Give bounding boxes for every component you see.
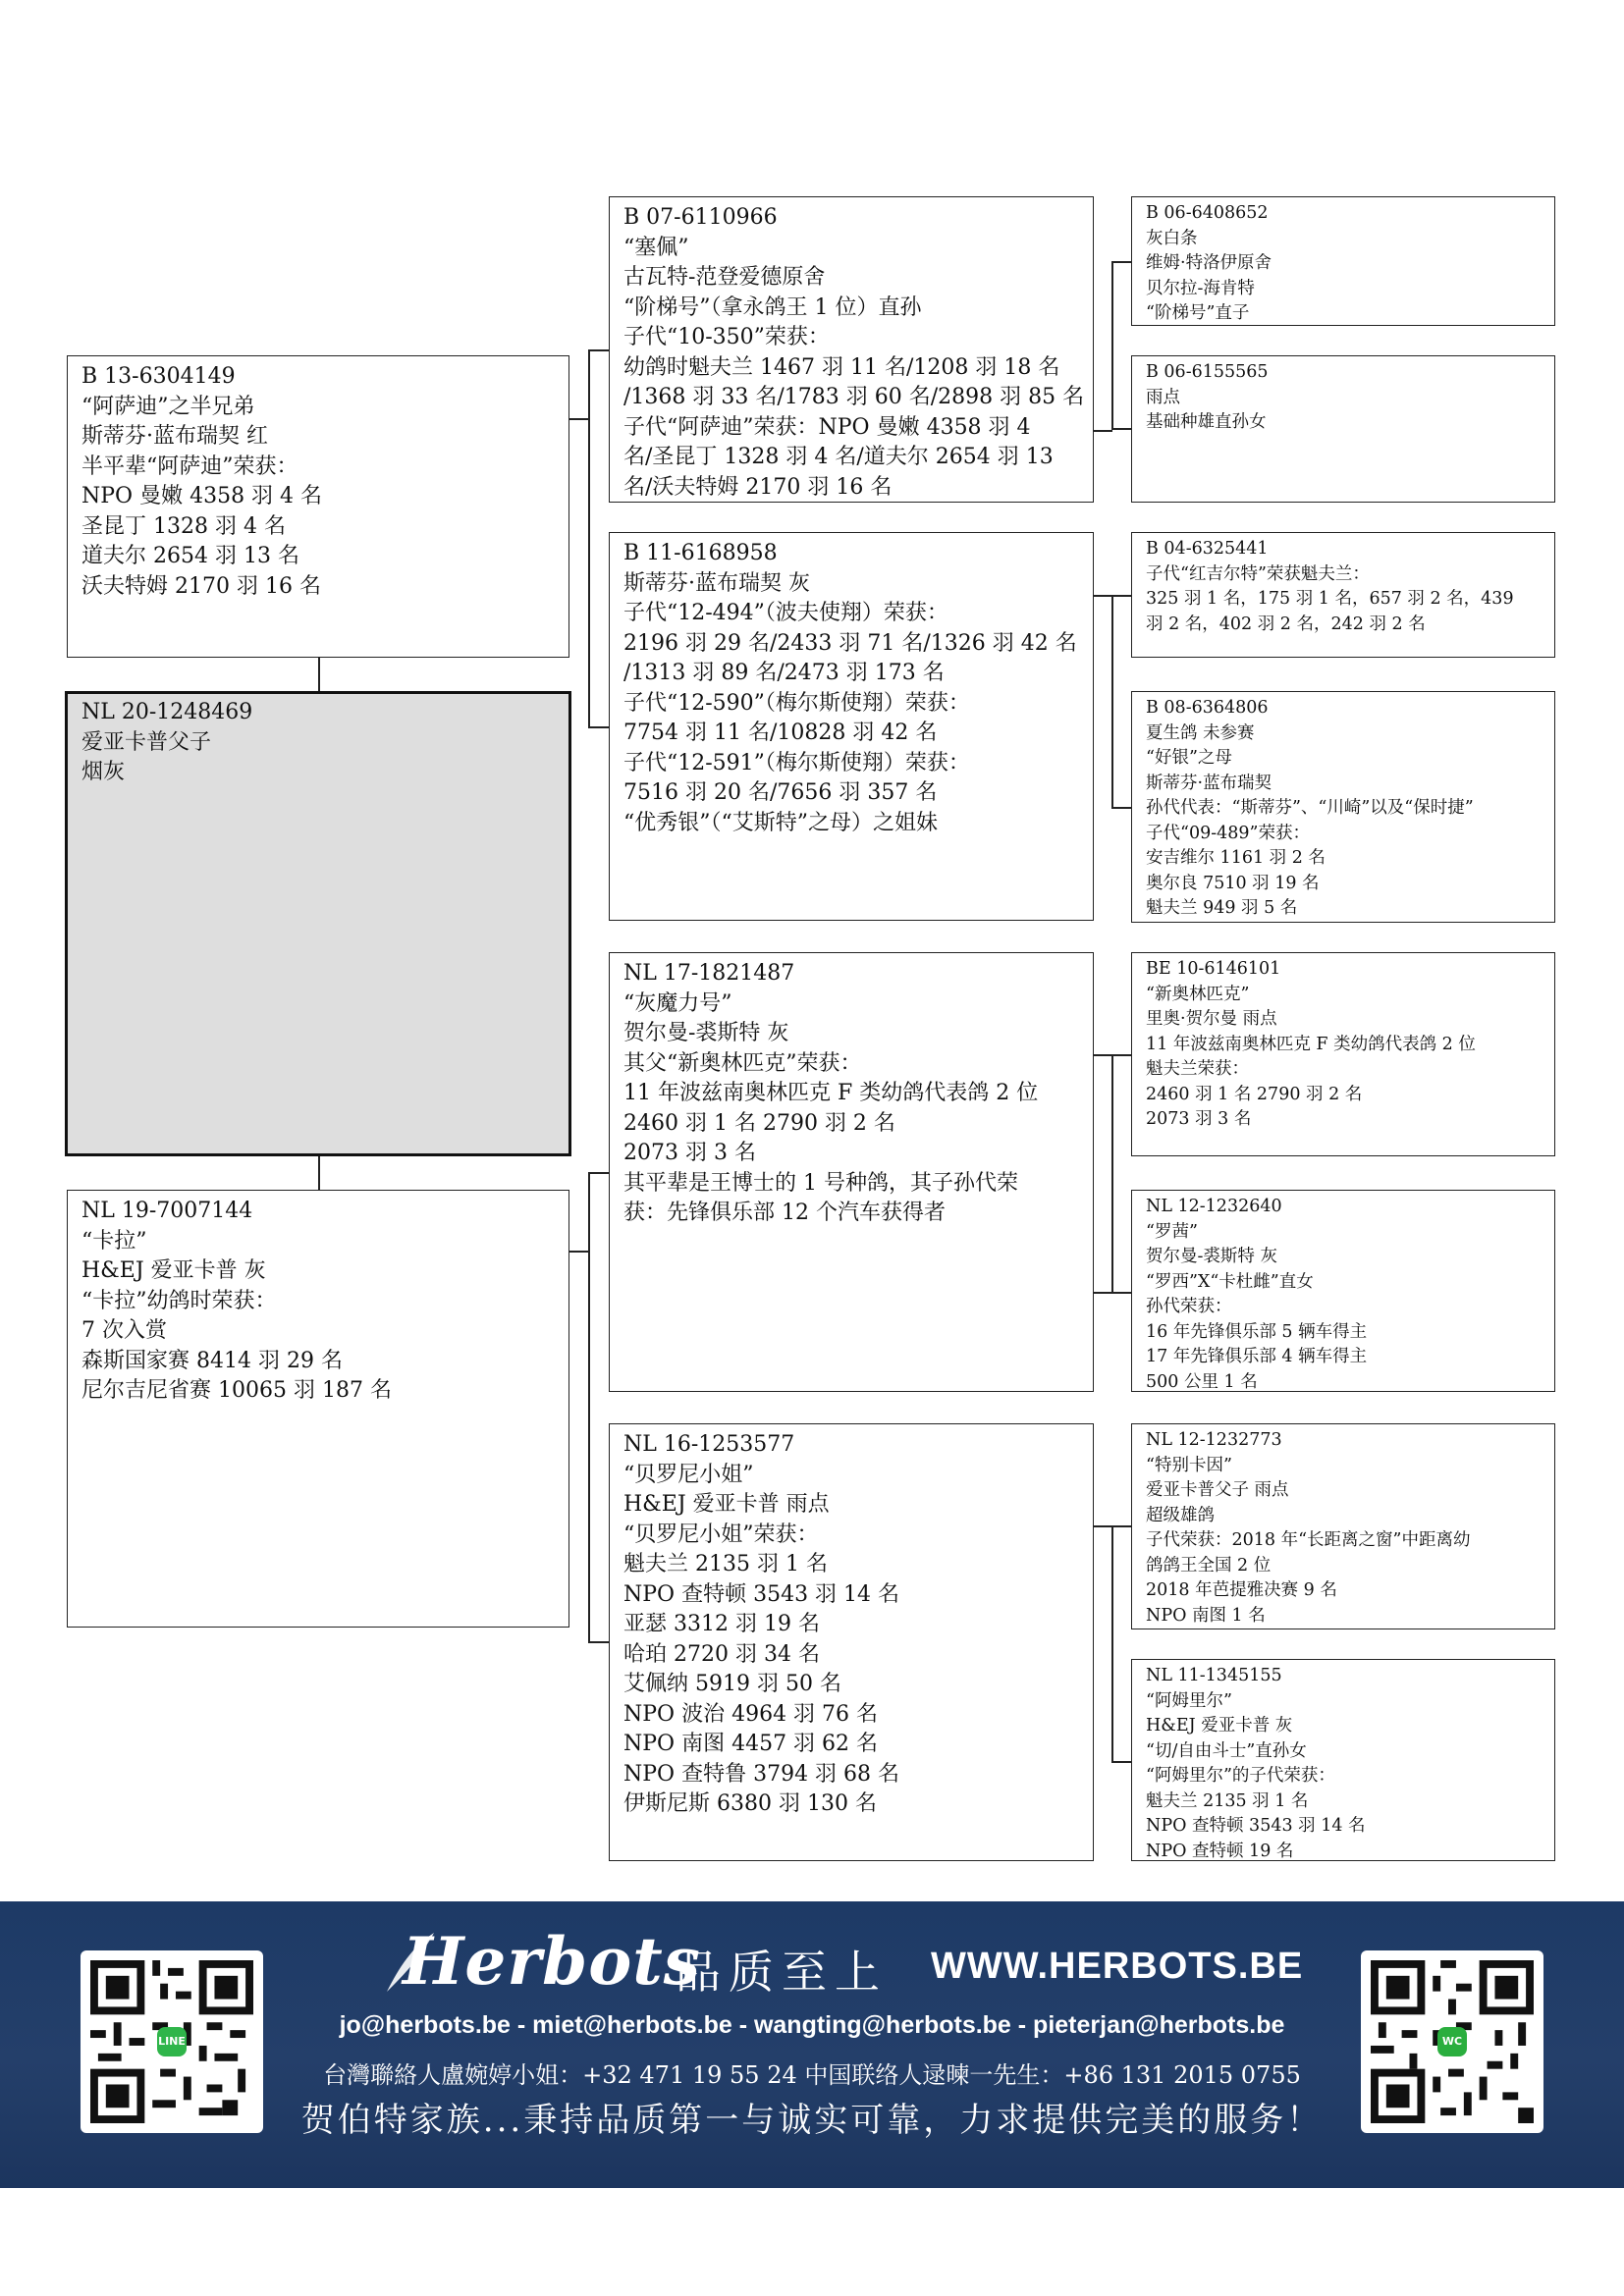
- connector-line: [1094, 430, 1112, 432]
- sire-sire-card: [609, 196, 1094, 503]
- connector-line: [1111, 807, 1131, 809]
- pedigree-line: NL 17-1821487: [623, 961, 795, 986]
- pedigree-line: “优秀银”（“艾斯特”之母）之姐妹: [623, 810, 938, 835]
- connector-line: [1111, 1054, 1113, 1292]
- pedigree-line: 爱亚卡普父子: [81, 729, 212, 755]
- pedigree-line: “阿姆里尔”的子代荣获：: [1146, 1766, 1335, 1786]
- connector-line: [1111, 1525, 1113, 1761]
- pedigree-line: 半平辈“阿萨迪”荣获：: [81, 454, 298, 479]
- pedigree-line: “阶梯号”（拿永鸽王 1 位）直孙: [623, 294, 922, 320]
- sss-card: [1131, 196, 1555, 326]
- pedigree-line: “阿萨迪”之半兄弟: [81, 394, 255, 419]
- pedigree-line: 伊斯尼斯 6380 羽 130 名: [623, 1791, 877, 1816]
- pedigree-line: 鸽鸽王全国 2 位: [1146, 1555, 1272, 1575]
- pedigree-line: 维姆·特洛伊原舍: [1146, 253, 1272, 273]
- connector-line: [1111, 261, 1131, 263]
- pedigree-line: H&EJ 爱亚卡普 灰: [1146, 1716, 1293, 1735]
- pedigree-line: “阶梯号”直子: [1146, 303, 1250, 323]
- sds-lines: [1146, 537, 1541, 637]
- pedigree-line: 幼鸽时魁夫兰 1467 羽 11 名/1208 羽 18 名: [623, 354, 1060, 380]
- pedigree-line: 子代“12-494”（波夫使翔）荣获：: [623, 601, 948, 625]
- connector-line: [1111, 1761, 1131, 1763]
- pedigree-line: 羽 2 名，402 羽 2 名，242 羽 2 名: [1146, 614, 1426, 634]
- pedigree-line: “特别卡因”: [1146, 1455, 1232, 1475]
- pedigree-line: 7 次入赏: [81, 1318, 167, 1343]
- connector-line: [569, 418, 589, 420]
- pedigree-line: 2073 羽 3 名: [623, 1141, 756, 1165]
- connector-line: [318, 1156, 320, 1190]
- connector-line: [588, 1172, 590, 1641]
- pedigree-line: 灰白条: [1146, 228, 1198, 248]
- dam-card: [67, 1190, 569, 1628]
- pedigree-line: 魁夫兰荣获：: [1146, 1059, 1249, 1079]
- pedigree-line: “罗西”X“卡杜雌”直女: [1146, 1271, 1314, 1292]
- dsd-lines: [1146, 1195, 1541, 1395]
- pedigree-line: 魁夫兰 2135 羽 1 名: [1146, 1790, 1309, 1811]
- dam-dam-card: [609, 1423, 1094, 1861]
- motto: 贺伯特家族...秉持品质第一与诚实可靠，力求提供完美的服务！: [300, 2101, 1324, 2140]
- pedigree-line: B 13-6304149: [81, 364, 236, 389]
- connector-line: [1111, 595, 1113, 807]
- dss-lines: [1146, 957, 1541, 1133]
- pedigree-line: 雨点: [1146, 387, 1180, 407]
- connector-line: [1094, 1292, 1131, 1294]
- connector-line: [588, 726, 609, 728]
- footer-banner: [0, 1901, 1624, 2188]
- sss-lines: [1146, 201, 1541, 327]
- pedigree-line: “卡拉”幼鸽时荣获：: [81, 1288, 277, 1313]
- pedigree-line: NPO 查特顿 3543 羽 14 名: [1146, 1816, 1366, 1836]
- pedigree-line: 魁夫兰 2135 羽 1 名: [623, 1552, 828, 1576]
- ssd-lines: [1146, 360, 1541, 436]
- pedigree-line: 斯蒂芬·蓝布瑞契 红: [81, 424, 268, 449]
- dam-sire-lines: [623, 959, 1079, 1229]
- pedigree-line: NPO 波治 4964 羽 76 名: [623, 1701, 879, 1727]
- pedigree-line: B 08-6364806: [1146, 698, 1269, 718]
- pedigree-line: NL 12-1232640: [1146, 1197, 1282, 1216]
- pedigree-line: H&EJ 爱亚卡普 雨点: [623, 1492, 830, 1517]
- dsd-card: [1131, 1190, 1555, 1392]
- pedigree-line: NL 20-1248469: [81, 700, 253, 724]
- wechat-qr-code[interactable]: [1361, 1950, 1543, 2133]
- pedigree-line: 子代“09-489”荣获：: [1146, 823, 1310, 843]
- connector-line: [588, 349, 590, 726]
- pedigree-line: 斯蒂芬·蓝布瑞契: [1146, 773, 1272, 793]
- pedigree-line: 子代“12-591”（梅尔斯使翔）荣获：: [623, 750, 970, 775]
- pedigree-line: NL 19-7007144: [81, 1199, 253, 1223]
- contact-phones: 台灣聯絡人盧婉婷小姐：+32 471 19 55 24 中国联络人逯暕一先生：+86 131 2015 0755: [323, 2061, 1301, 2089]
- pedigree-line: 亚瑟 3312 羽 19 名: [623, 1612, 820, 1636]
- pedigree-line: 魁夫兰 949 羽 5 名: [1146, 898, 1298, 918]
- subject-card: [65, 691, 571, 1156]
- connector-line: [588, 1641, 609, 1643]
- pedigree-line: “贝罗尼小姐”荣获：: [623, 1522, 819, 1547]
- pedigree-line: 11 年波兹南奥林匹克 F 类幼鸽代表鸽 2 位: [1146, 1034, 1476, 1054]
- connector-line: [318, 658, 320, 691]
- ddd-lines: [1146, 1664, 1541, 1864]
- pedigree-line: B 06-6408652: [1146, 203, 1269, 223]
- pedigree-line: 斯蒂芬·蓝布瑞契 灰: [623, 570, 810, 596]
- pedigree-line: 森斯国家赛 8414 羽 29 名: [81, 1348, 343, 1373]
- pedigree-line: 7516 羽 20 名/7656 羽 357 名: [623, 780, 938, 805]
- pedigree-line: 其父“新奥林匹克”荣获：: [623, 1050, 862, 1076]
- pedigree-line: NL 12-1232773: [1146, 1430, 1282, 1450]
- pedigree-line: 贺尔曼-裘斯特 灰: [1146, 1247, 1277, 1266]
- sds-card: [1131, 532, 1555, 658]
- line-icon: LINE: [157, 2027, 187, 2056]
- sdd-card: [1131, 691, 1555, 923]
- connector-line: [588, 349, 609, 351]
- pedigree-line: 爱亚卡普父子 雨点: [1146, 1480, 1289, 1500]
- dds-lines: [1146, 1428, 1541, 1629]
- pedigree-line: 超级雄鸽: [1146, 1505, 1215, 1525]
- pedigree-line: 道夫尔 2654 羽 13 名: [81, 544, 299, 568]
- pedigree-line: 孙代荣获：: [1146, 1297, 1232, 1316]
- pedigree-line: 17 年先锋俱乐部 4 辆车得主: [1146, 1347, 1368, 1366]
- sdd-lines: [1146, 696, 1541, 922]
- pedigree-line: 获：先锋俱乐部 12 个汽车获得者: [623, 1201, 946, 1225]
- pedigree-line: 名/沃夫特姆 2170 羽 16 名: [623, 474, 893, 500]
- pedigree-line: 2460 羽 1 名 2790 羽 2 名: [1146, 1084, 1363, 1104]
- pedigree-line: /1313 羽 89 名/2473 羽 173 名: [623, 661, 945, 685]
- pedigree-line: “灰魔力号”: [623, 990, 732, 1016]
- pedigree-line: “贝罗尼小姐”: [623, 1462, 754, 1487]
- pedigree-line: 沃夫特姆 2170 羽 16 名: [81, 573, 321, 599]
- pedigree-line: B 07-6110966: [623, 205, 778, 230]
- pedigree-line: 名/圣昆丁 1328 羽 4 名/道夫尔 2654 羽 13: [623, 445, 1054, 469]
- ddd-card: [1131, 1659, 1555, 1861]
- pedigree-line: “卡拉”: [81, 1228, 147, 1254]
- pedigree-line: BE 10-6146101: [1146, 959, 1281, 979]
- pedigree-line: 7754 羽 11 名/10828 羽 42 名: [623, 721, 938, 745]
- dds-card: [1131, 1423, 1555, 1629]
- pedigree-line: 艾佩纳 5919 羽 50 名: [623, 1672, 841, 1696]
- pedigree-line: “罗茜”: [1146, 1221, 1198, 1242]
- pedigree-line: NPO 南图 1 名: [1146, 1605, 1266, 1626]
- pedigree-line: NPO 查特顿 19 名: [1146, 1841, 1294, 1861]
- pedigree-line: 11 年波兹南奥林匹克 F 类幼鸽代表鸽 2 位: [623, 1081, 1039, 1105]
- pedigree-line: /1368 羽 33 名/1783 羽 60 名/2898 羽 85 名: [623, 385, 1085, 409]
- pedigree-line: 贝尔拉-海肯特: [1146, 278, 1255, 298]
- pedigree-line: 孙代代表：“斯蒂芬”、“川崎”以及“保时捷”: [1146, 798, 1474, 818]
- pedigree-line: 2018 年芭提雅决赛 9 名: [1146, 1580, 1337, 1600]
- pedigree-line: 2460 羽 1 名 2790 羽 2 名: [623, 1110, 895, 1136]
- pedigree-line: 尼尔吉尼省赛 10065 羽 187 名: [81, 1378, 392, 1403]
- connector-line: [1111, 428, 1131, 430]
- connector-line: [1111, 261, 1113, 430]
- brand-logo: Herbots: [403, 1923, 701, 2000]
- pedigree-line: 圣昆丁 1328 羽 4 名: [81, 513, 286, 539]
- sire-sire-lines: [623, 203, 1085, 503]
- pedigree-line: NPO 南图 4457 羽 62 名: [623, 1732, 879, 1756]
- pedigree-line: “新奥林匹克”: [1146, 984, 1250, 1004]
- pedigree-line: 子代“10-350”荣获：: [623, 325, 830, 349]
- pedigree-line: H&EJ 爱亚卡普 灰: [81, 1258, 266, 1283]
- pedigree-line: “塞佩”: [623, 235, 689, 260]
- pedigree-line: 哈珀 2720 羽 34 名: [623, 1641, 820, 1667]
- slogan: 品质至上: [676, 1946, 888, 1999]
- sire-dam-card: [609, 532, 1094, 921]
- connector-line: [569, 1251, 589, 1253]
- pedigree-line: 基础种雄直孙女: [1146, 412, 1267, 432]
- pedigree-line: 子代“12-590”（梅尔斯使翔）荣获：: [623, 690, 970, 716]
- pedigree-line: 2196 羽 29 名/2433 羽 71 名/1326 羽 42 名: [623, 630, 1077, 656]
- pedigree-line: 325 羽 1 名，175 羽 1 名，657 羽 2 名，439: [1146, 589, 1514, 609]
- dss-card: [1131, 952, 1555, 1156]
- sire-card: [67, 355, 569, 658]
- pedigree-line: 贺尔曼-裘斯特 灰: [623, 1021, 789, 1045]
- pedigree-line: 其平辈是王博士的 1 号种鸽，其子孙代荣: [623, 1170, 1018, 1196]
- dam-sire-card: [609, 952, 1094, 1392]
- ssd-card: [1131, 355, 1555, 503]
- pedigree-line: 子代“红吉尔特”荣获魁夫兰：: [1146, 563, 1370, 584]
- pedigree-line: 2073 羽 3 名: [1146, 1109, 1252, 1129]
- dam-lines: [81, 1197, 555, 1407]
- pedigree-line: B 06-6155565: [1146, 362, 1269, 382]
- pedigree-line: “切/自由斗士”直孙女: [1146, 1740, 1307, 1761]
- pedigree-line: 奥尔良 7510 羽 19 名: [1146, 873, 1320, 893]
- connector-line: [588, 1172, 609, 1174]
- pedigree-line: NL 16-1253577: [623, 1432, 795, 1457]
- pedigree-line: “阿姆里尔”: [1146, 1690, 1232, 1711]
- pedigree-line: NPO 查特鲁 3794 羽 68 名: [623, 1761, 900, 1787]
- pedigree-line: 子代荣获：2018 年“长距离之窗”中距离幼: [1146, 1530, 1471, 1550]
- wechat-icon: WC: [1437, 2027, 1467, 2056]
- pedigree-line: B 04-6325441: [1146, 539, 1269, 559]
- pedigree-line: B 11-6168958: [623, 541, 778, 565]
- sire-lines: [81, 362, 555, 602]
- pedigree-line: NPO 查特顿 3543 羽 14 名: [623, 1581, 900, 1607]
- website-link[interactable]: WWW.HERBOTS.BE: [931, 1946, 1304, 1987]
- sire-dam-lines: [623, 539, 1079, 838]
- pedigree-line: 子代“阿萨迪”荣获：NPO 曼嫩 4358 羽 4: [623, 414, 1031, 440]
- pedigree-line: 古瓦特-范登爱德原舍: [623, 265, 826, 290]
- subject-lines: [81, 698, 555, 788]
- pedigree-line: 里奥·贺尔曼 雨点: [1146, 1009, 1277, 1029]
- pedigree-line: 16 年先锋俱乐部 5 辆车得主: [1146, 1321, 1368, 1342]
- pedigree-line: NL 11-1345155: [1146, 1666, 1282, 1685]
- pedigree-line: NPO 曼嫩 4358 羽 4 名: [81, 484, 323, 508]
- dam-dam-lines: [623, 1430, 1079, 1820]
- pedigree-line: 500 公里 1 名: [1146, 1371, 1258, 1392]
- pedigree-line: 烟灰: [81, 760, 126, 784]
- pedigree-line: “好银”之母: [1146, 748, 1232, 768]
- email-list[interactable]: jo@herbots.be - miet@herbots.be - wangting@herbots.be - pieterjan@herbots.be: [339, 2011, 1285, 2039]
- pedigree-line: 夏生鸽 未参赛: [1146, 722, 1255, 743]
- pedigree-line: 安吉维尔 1161 羽 2 名: [1146, 848, 1326, 868]
